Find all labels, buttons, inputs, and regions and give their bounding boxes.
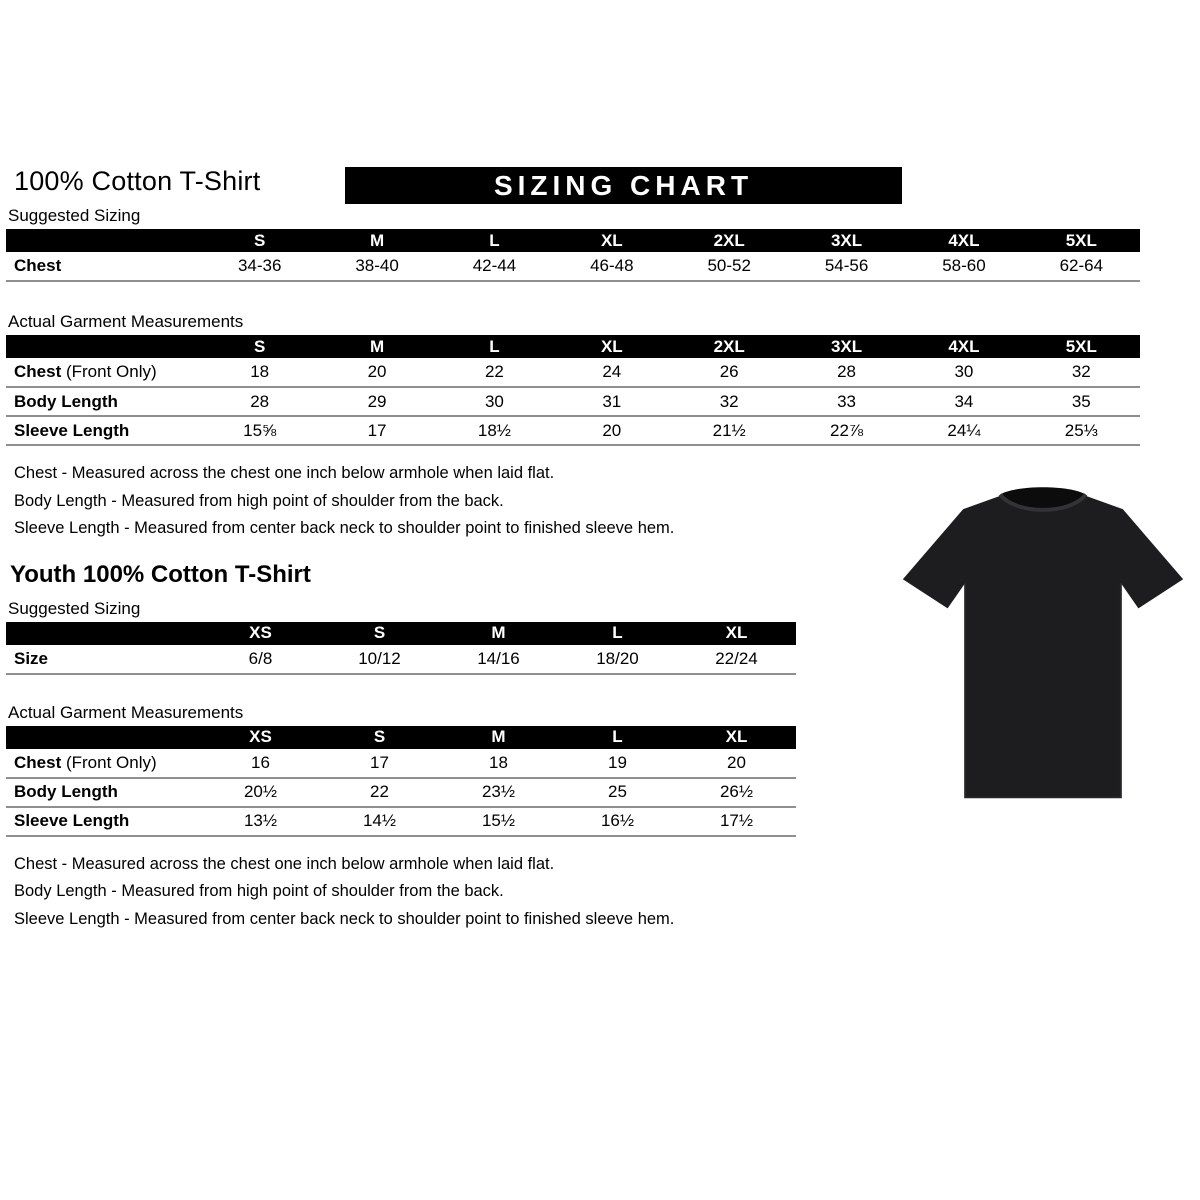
size-column-header: M bbox=[318, 229, 435, 252]
measurement-cell: 18 bbox=[439, 749, 558, 778]
table-row bbox=[6, 749, 796, 778]
measurement-cell: 13½ bbox=[201, 807, 320, 836]
measurement-cell: 38-40 bbox=[318, 252, 435, 281]
measurement-cell: 15½ bbox=[439, 807, 558, 836]
size-column-header: 2XL bbox=[671, 335, 788, 358]
size-column-header: L bbox=[558, 726, 677, 749]
row-label: Body Length bbox=[6, 387, 201, 416]
note-sleeve-length: Sleeve Length - Measured from center back neck to shoulder point to finished sleeve hem. bbox=[14, 909, 675, 928]
measurement-cell: 24 bbox=[553, 358, 670, 387]
size-column-header: M bbox=[439, 726, 558, 749]
size-column-header: M bbox=[318, 335, 435, 358]
measurement-cell: 17½ bbox=[677, 807, 796, 836]
measurement-cell: 21½ bbox=[671, 416, 788, 445]
row-label-header bbox=[6, 335, 201, 358]
measurement-cell: 24¼ bbox=[905, 416, 1022, 445]
size-column-header: 4XL bbox=[905, 229, 1022, 252]
measurement-cell: 22 bbox=[320, 778, 439, 807]
measurement-cell: 29 bbox=[318, 387, 435, 416]
adult-actual-measurements-table bbox=[6, 335, 1140, 446]
measurement-cell: 25 bbox=[558, 778, 677, 807]
measurement-cell: 20½ bbox=[201, 778, 320, 807]
note-body-length: Body Length - Measured from high point of shoulder from the back. bbox=[14, 491, 504, 510]
measurement-cell: 26½ bbox=[677, 778, 796, 807]
youth-suggested-sizing-table bbox=[6, 622, 796, 675]
size-header-row bbox=[6, 622, 796, 645]
measurement-cell: 30 bbox=[905, 358, 1022, 387]
size-column-header: 2XL bbox=[671, 229, 788, 252]
table-row bbox=[6, 358, 1140, 387]
size-header-row bbox=[6, 229, 1140, 252]
measurement-cell: 33 bbox=[788, 387, 905, 416]
size-column-header: XL bbox=[553, 229, 670, 252]
measurement-cell: 22 bbox=[436, 358, 553, 387]
measurement-cell: 22/24 bbox=[677, 645, 796, 674]
measurement-cell: 58-60 bbox=[905, 252, 1022, 281]
size-column-header: 5XL bbox=[1023, 229, 1140, 252]
table-row bbox=[6, 807, 796, 836]
measurement-cell: 35 bbox=[1023, 387, 1140, 416]
measurement-cell: 42-44 bbox=[436, 252, 553, 281]
size-column-header: XS bbox=[201, 622, 320, 645]
size-column-header: L bbox=[558, 622, 677, 645]
measurement-cell: 17 bbox=[318, 416, 435, 445]
measurement-cell: 28 bbox=[201, 387, 318, 416]
table-row bbox=[6, 645, 796, 674]
measurement-cell: 10/12 bbox=[320, 645, 439, 674]
size-column-header: S bbox=[320, 726, 439, 749]
note-body-length: Body Length - Measured from high point of shoulder from the back. bbox=[14, 882, 504, 900]
size-header-row bbox=[6, 726, 796, 749]
measurement-cell: 32 bbox=[671, 387, 788, 416]
size-column-header: S bbox=[201, 229, 318, 252]
youth-actual-measurements-table bbox=[6, 726, 796, 837]
measurement-cell: 14½ bbox=[320, 807, 439, 836]
size-column-header: XL bbox=[677, 622, 796, 645]
row-label: Size bbox=[6, 645, 201, 674]
measurement-cell: 16½ bbox=[558, 807, 677, 836]
measurement-cell: 18 bbox=[201, 358, 318, 387]
measurement-cell: 20 bbox=[553, 416, 670, 445]
table-row bbox=[6, 778, 796, 807]
page-title: 100% Cotton T-Shirt bbox=[14, 166, 261, 196]
measurement-cell: 25⅓ bbox=[1023, 416, 1140, 445]
youth-measurement-notes bbox=[14, 851, 1146, 934]
tshirt-silhouette-icon bbox=[897, 479, 1189, 806]
row-label: Chest (Front Only) bbox=[6, 358, 201, 387]
size-column-header: 5XL bbox=[1023, 335, 1140, 358]
row-label-header bbox=[6, 726, 201, 749]
measurement-cell: 34-36 bbox=[201, 252, 318, 281]
size-column-header: 3XL bbox=[788, 229, 905, 252]
measurement-cell: 62-64 bbox=[1023, 252, 1140, 281]
size-column-header: S bbox=[320, 622, 439, 645]
sizing-chart-banner: SIZING CHART bbox=[345, 167, 902, 204]
measurement-cell: 18/20 bbox=[558, 645, 677, 674]
black-tshirt-image bbox=[897, 479, 1189, 806]
size-column-header: M bbox=[439, 622, 558, 645]
measurement-cell: 20 bbox=[318, 358, 435, 387]
measurement-cell: 26 bbox=[671, 358, 788, 387]
measurement-cell: 23½ bbox=[439, 778, 558, 807]
size-column-header: XL bbox=[677, 726, 796, 749]
youth-section-title: Youth 100% Cotton T-Shirt bbox=[10, 560, 311, 588]
size-column-header: XL bbox=[553, 335, 670, 358]
measurement-cell: 46-48 bbox=[553, 252, 670, 281]
measurement-cell: 28 bbox=[788, 358, 905, 387]
measurement-cell: 20 bbox=[677, 749, 796, 778]
size-column-header: L bbox=[436, 335, 553, 358]
measurement-cell: 50-52 bbox=[671, 252, 788, 281]
measurement-cell: 17 bbox=[320, 749, 439, 778]
measurement-cell: 54-56 bbox=[788, 252, 905, 281]
size-column-header: XS bbox=[201, 726, 320, 749]
adult-suggested-sizing-label: Suggested Sizing bbox=[8, 206, 141, 225]
table-row bbox=[6, 416, 1140, 445]
measurement-cell: 30 bbox=[436, 387, 553, 416]
measurement-cell: 32 bbox=[1023, 358, 1140, 387]
note-chest: Chest - Measured across the chest one inch below armhole when laid flat. bbox=[14, 854, 555, 873]
row-label: Chest bbox=[6, 252, 201, 281]
note-chest: Chest - Measured across the chest one inch below armhole when laid flat. bbox=[14, 464, 555, 482]
note-sleeve-length: Sleeve Length - Measured from center back neck to shoulder point to finished sleeve hem. bbox=[14, 519, 675, 537]
adult-actual-measurements-label: Actual Garment Measurements bbox=[8, 312, 244, 331]
measurement-cell: 16 bbox=[201, 749, 320, 778]
youth-actual-measurements-label: Actual Garment Measurements bbox=[8, 702, 244, 722]
size-header-row bbox=[6, 335, 1140, 358]
row-label: Body Length bbox=[6, 778, 201, 807]
measurement-cell: 15⅝ bbox=[201, 416, 318, 445]
youth-suggested-sizing-label: Suggested Sizing bbox=[8, 598, 141, 618]
adult-suggested-sizing-table bbox=[6, 229, 1140, 282]
row-label: Sleeve Length bbox=[6, 416, 201, 445]
size-column-header: S bbox=[201, 335, 318, 358]
table-row bbox=[6, 387, 1140, 416]
measurement-cell: 31 bbox=[553, 387, 670, 416]
row-label: Sleeve Length bbox=[6, 807, 201, 836]
measurement-cell: 22⅞ bbox=[788, 416, 905, 445]
measurement-cell: 6/8 bbox=[201, 645, 320, 674]
row-label-header bbox=[6, 229, 201, 252]
size-column-header: 3XL bbox=[788, 335, 905, 358]
measurement-cell: 19 bbox=[558, 749, 677, 778]
size-column-header: L bbox=[436, 229, 553, 252]
row-label-header bbox=[6, 622, 201, 645]
size-column-header: 4XL bbox=[905, 335, 1022, 358]
measurement-cell: 18½ bbox=[436, 416, 553, 445]
measurement-cell: 34 bbox=[905, 387, 1022, 416]
table-row bbox=[6, 252, 1140, 281]
measurement-cell: 14/16 bbox=[439, 645, 558, 674]
row-label: Chest (Front Only) bbox=[6, 749, 201, 778]
